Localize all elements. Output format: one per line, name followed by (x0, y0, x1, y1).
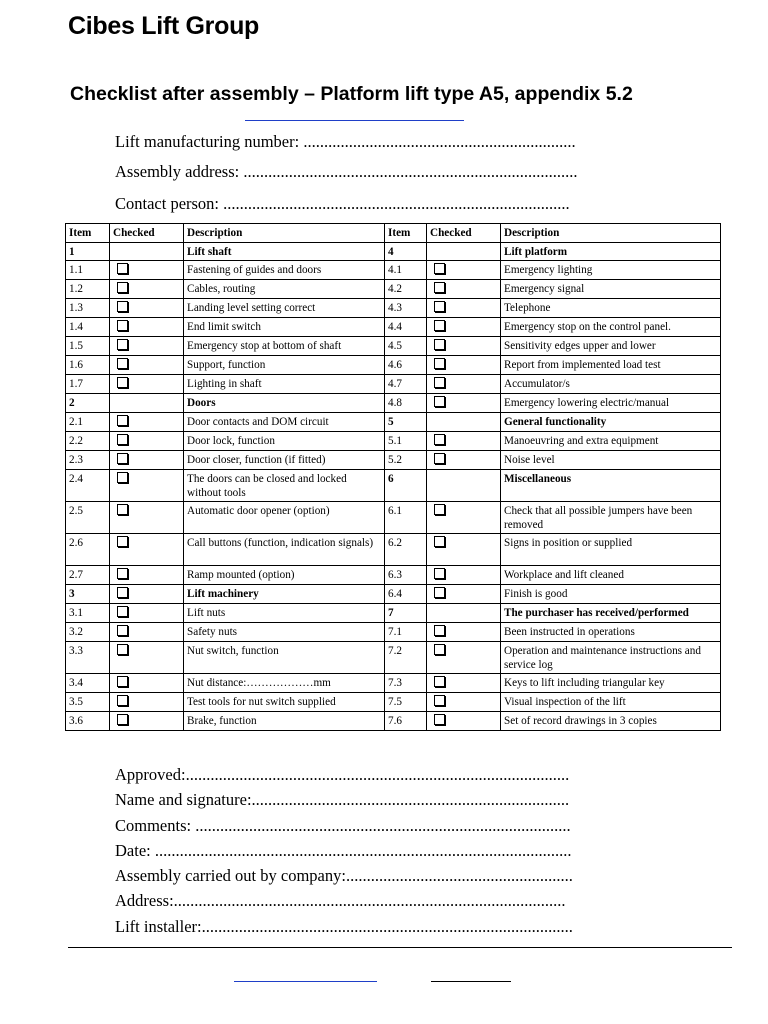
checked-cell (427, 356, 501, 375)
table-row (66, 712, 721, 731)
checked-cell (110, 585, 184, 604)
field-name-and-signature: Name and signature:............................................................................. (115, 790, 570, 810)
item-number: 7.2 (385, 642, 427, 674)
item-description: Noise level (501, 451, 721, 470)
checked-cell (110, 534, 184, 566)
title-underline-link (245, 120, 464, 121)
checked-cell (110, 299, 184, 318)
item-number: 4.2 (385, 280, 427, 299)
checkbox-icon[interactable] (434, 396, 445, 407)
checked-cell (110, 243, 184, 261)
table-row (66, 451, 721, 470)
table-row (66, 604, 721, 623)
checked-cell (110, 502, 184, 534)
item-description: The doors can be closed and locked without tools (184, 470, 385, 502)
field-comments: Comments: ........................................................................................... (115, 815, 571, 835)
checked-cell (110, 356, 184, 375)
section-heading: Lift platform (501, 243, 721, 261)
item-number: 6.2 (385, 534, 427, 566)
item-number: 2.2 (66, 432, 110, 451)
item-description: Telephone (501, 299, 721, 318)
item-description: Nut switch, function (184, 642, 385, 674)
item-description: Lift nuts (184, 604, 385, 623)
item-description: Cables, routing (184, 280, 385, 299)
table-row (66, 318, 721, 337)
item-number: 4.1 (385, 261, 427, 280)
header-checked: Checked (427, 224, 501, 243)
checkbox-icon[interactable] (434, 320, 445, 331)
checkbox-icon[interactable] (434, 714, 445, 725)
checked-cell (427, 337, 501, 356)
checked-cell (427, 432, 501, 451)
item-number: 3.4 (66, 674, 110, 693)
field-assembly-address: Assembly address: ................................................................................. (115, 162, 578, 181)
checkbox-icon[interactable] (117, 504, 128, 515)
item-description: Emergency lowering electric/manual (501, 394, 721, 413)
item-description: End limit switch (184, 318, 385, 337)
checkbox-icon[interactable] (434, 263, 445, 274)
item-description: Support, function (184, 356, 385, 375)
item-number: 5.2 (385, 451, 427, 470)
header-checked: Checked (110, 224, 184, 243)
checked-cell (110, 451, 184, 470)
checked-cell (110, 413, 184, 432)
item-description: Been instructed in operations (501, 623, 721, 642)
footer-divider (68, 947, 732, 948)
item-number: 6.3 (385, 566, 427, 585)
checkbox-icon[interactable] (117, 676, 128, 687)
item-number: 3.6 (66, 712, 110, 731)
header-description: Description (184, 224, 385, 243)
checked-cell (110, 432, 184, 451)
checked-cell (110, 693, 184, 712)
item-number: 1.2 (66, 280, 110, 299)
checkbox-icon[interactable] (434, 434, 445, 445)
item-number: 7.1 (385, 623, 427, 642)
checkbox-icon[interactable] (117, 625, 128, 636)
table-row (66, 585, 721, 604)
checkbox-icon[interactable] (117, 358, 128, 369)
checkbox-icon[interactable] (434, 504, 445, 515)
table-row (66, 693, 721, 712)
table-row (66, 356, 721, 375)
checkbox-icon[interactable] (434, 453, 445, 464)
table-row (66, 566, 721, 585)
checkbox-icon[interactable] (434, 339, 445, 350)
footer-underline (431, 981, 511, 982)
item-number: 6.1 (385, 502, 427, 534)
top-fields (115, 132, 577, 214)
document-title: Checklist after assembly – Platform lift type A5, appendix 5.2 (70, 83, 633, 105)
table-row (66, 470, 721, 502)
checked-cell (110, 623, 184, 642)
checked-cell (110, 604, 184, 623)
field-lift-manufacturing-number: Lift manufacturing number: .................................................................. (115, 132, 576, 151)
item-number: 1.7 (66, 375, 110, 394)
item-description: Safety nuts (184, 623, 385, 642)
item-description: Signs in position or supplied (501, 534, 721, 566)
field-date: Date: ..................................................................................................... (115, 840, 572, 860)
section-heading: Doors (184, 394, 385, 413)
checkbox-icon[interactable] (117, 301, 128, 312)
item-description: Check that all possible jumpers have been removed (501, 502, 721, 534)
table-row (66, 432, 721, 451)
item-number: 5 (385, 413, 427, 432)
checked-cell (110, 394, 184, 413)
checked-cell (427, 470, 501, 502)
checkbox-icon[interactable] (117, 606, 128, 617)
item-description: Automatic door opener (option) (184, 502, 385, 534)
checked-cell (427, 413, 501, 432)
item-description: Visual inspection of the lift (501, 693, 721, 712)
footer-link-underline (234, 981, 377, 982)
item-description: Ramp mounted (option) (184, 566, 385, 585)
checkbox-icon[interactable] (117, 377, 128, 388)
item-number: 2.4 (66, 470, 110, 502)
item-number: 5.1 (385, 432, 427, 451)
checkbox-icon[interactable] (434, 358, 445, 369)
header-item: Item (66, 224, 110, 243)
table-row (66, 375, 721, 394)
checkbox-icon[interactable] (117, 453, 128, 464)
item-description: Nut distance:………………mm (184, 674, 385, 693)
checked-cell (110, 674, 184, 693)
section-heading: General functionality (501, 413, 721, 432)
field-contact-person: Contact person: .................................................................................... (115, 194, 570, 213)
item-description: Landing level setting correct (184, 299, 385, 318)
section-heading: Miscellaneous (501, 470, 721, 502)
item-number: 1.6 (66, 356, 110, 375)
checked-cell (110, 375, 184, 394)
item-description: Workplace and lift cleaned (501, 566, 721, 585)
checkbox-icon[interactable] (434, 587, 445, 598)
item-number: 4.5 (385, 337, 427, 356)
bottom-fields (115, 762, 573, 939)
item-number: 1.1 (66, 261, 110, 280)
table-row (66, 394, 721, 413)
checked-cell (427, 451, 501, 470)
item-description: Emergency stop at bottom of shaft (184, 337, 385, 356)
field-approved: Approved:............................................................................................. (115, 765, 570, 784)
checkbox-icon[interactable] (434, 301, 445, 312)
checked-cell (110, 261, 184, 280)
item-number: 2 (66, 394, 110, 413)
checked-cell (110, 566, 184, 585)
checked-cell (427, 375, 501, 394)
item-description: Sensitivity edges upper and lower (501, 337, 721, 356)
checkbox-icon[interactable] (434, 644, 445, 655)
checked-cell (427, 674, 501, 693)
checkbox-icon[interactable] (434, 377, 445, 388)
item-number: 6 (385, 470, 427, 502)
item-number: 3.5 (66, 693, 110, 712)
checked-cell (427, 642, 501, 674)
checked-cell (427, 693, 501, 712)
checked-cell (427, 243, 501, 261)
item-description: Door lock, function (184, 432, 385, 451)
table-header-row (66, 224, 721, 243)
checkbox-icon[interactable] (117, 434, 128, 445)
item-description: Call buttons (function, indication signals) (184, 534, 385, 566)
checked-cell (110, 280, 184, 299)
item-number: 3 (66, 585, 110, 604)
item-description: Operation and maintenance instructions and service log (501, 642, 721, 674)
field-assembly-company: Assembly carried out by company:....................................................... (115, 866, 573, 886)
section-heading: The purchaser has received/performed (501, 604, 721, 623)
item-description: Emergency signal (501, 280, 721, 299)
item-description: Fastening of guides and doors (184, 261, 385, 280)
item-description: Finish is good (501, 585, 721, 604)
checked-cell (427, 318, 501, 337)
checkbox-icon[interactable] (117, 415, 128, 426)
table-row (66, 243, 721, 261)
checkbox-icon[interactable] (117, 695, 128, 706)
checked-cell (427, 623, 501, 642)
checkbox-icon[interactable] (434, 676, 445, 687)
checked-cell (110, 337, 184, 356)
item-description: Report from implemented load test (501, 356, 721, 375)
item-description: Door contacts and DOM circuit (184, 413, 385, 432)
item-number: 4.8 (385, 394, 427, 413)
item-number: 3.1 (66, 604, 110, 623)
item-number: 1.5 (66, 337, 110, 356)
checked-cell (110, 470, 184, 502)
item-number: 1 (66, 243, 110, 261)
checkbox-icon[interactable] (117, 472, 128, 483)
checkbox-icon[interactable] (434, 625, 445, 636)
item-description: Set of record drawings in 3 copies (501, 712, 721, 731)
item-description: Manoeuvring and extra equipment (501, 432, 721, 451)
item-number: 2.7 (66, 566, 110, 585)
item-number: 2.1 (66, 413, 110, 432)
table-row (66, 337, 721, 356)
checkbox-icon[interactable] (117, 282, 128, 293)
item-number: 4 (385, 243, 427, 261)
table-row (66, 413, 721, 432)
header-description: Description (501, 224, 721, 243)
checkbox-icon[interactable] (434, 568, 445, 579)
item-number: 7 (385, 604, 427, 623)
checkbox-icon[interactable] (434, 695, 445, 706)
checked-cell (427, 299, 501, 318)
checkbox-icon[interactable] (117, 714, 128, 725)
item-number: 7.5 (385, 693, 427, 712)
table-row (66, 502, 721, 534)
item-number: 4.4 (385, 318, 427, 337)
item-number: 3.2 (66, 623, 110, 642)
checklist-table (65, 223, 721, 731)
checked-cell (427, 502, 501, 534)
checkbox-icon[interactable] (117, 587, 128, 598)
item-number: 2.5 (66, 502, 110, 534)
section-heading: Lift shaft (184, 243, 385, 261)
item-description: Emergency stop on the control panel. (501, 318, 721, 337)
checked-cell (110, 712, 184, 731)
checkbox-icon[interactable] (117, 320, 128, 331)
brand-logo-text: Cibes Lift Group (68, 12, 260, 40)
section-heading: Lift machinery (184, 585, 385, 604)
checked-cell (110, 318, 184, 337)
item-number: 4.7 (385, 375, 427, 394)
field-address: Address:............................................................................................... (115, 891, 566, 911)
checkbox-icon[interactable] (434, 282, 445, 293)
table-row (66, 642, 721, 674)
item-number: 4.6 (385, 356, 427, 375)
item-description: Accumulator/s (501, 375, 721, 394)
checkbox-icon[interactable] (117, 644, 128, 655)
checkbox-icon[interactable] (117, 263, 128, 274)
table-row (66, 261, 721, 280)
checkbox-icon[interactable] (117, 568, 128, 579)
item-description: Door closer, function (if fitted) (184, 451, 385, 470)
checked-cell (427, 712, 501, 731)
table-row (66, 534, 721, 566)
item-description: Emergency lighting (501, 261, 721, 280)
header-item: Item (385, 224, 427, 243)
checked-cell (427, 604, 501, 623)
table-row (66, 299, 721, 318)
item-number: 4.3 (385, 299, 427, 318)
checked-cell (427, 566, 501, 585)
item-description: Keys to lift including triangular key (501, 674, 721, 693)
checked-cell (427, 534, 501, 566)
item-number: 1.3 (66, 299, 110, 318)
item-description: Brake, function (184, 712, 385, 731)
checked-cell (427, 394, 501, 413)
checkbox-icon[interactable] (117, 536, 128, 547)
checklist-body (66, 243, 721, 731)
item-number: 3.3 (66, 642, 110, 674)
checked-cell (110, 642, 184, 674)
table-row (66, 674, 721, 693)
checkbox-icon[interactable] (434, 536, 445, 547)
item-description: Lighting in shaft (184, 375, 385, 394)
checkbox-icon[interactable] (117, 339, 128, 350)
item-number: 7.3 (385, 674, 427, 693)
checked-cell (427, 280, 501, 299)
item-number: 7.6 (385, 712, 427, 731)
item-number: 6.4 (385, 585, 427, 604)
table-row (66, 280, 721, 299)
table-row (66, 623, 721, 642)
item-number: 1.4 (66, 318, 110, 337)
item-description: Test tools for nut switch supplied (184, 693, 385, 712)
checked-cell (427, 585, 501, 604)
checked-cell (427, 261, 501, 280)
field-lift-installer: Lift installer:.......................................................................................... (115, 916, 573, 936)
item-number: 2.6 (66, 534, 110, 566)
item-number: 2.3 (66, 451, 110, 470)
